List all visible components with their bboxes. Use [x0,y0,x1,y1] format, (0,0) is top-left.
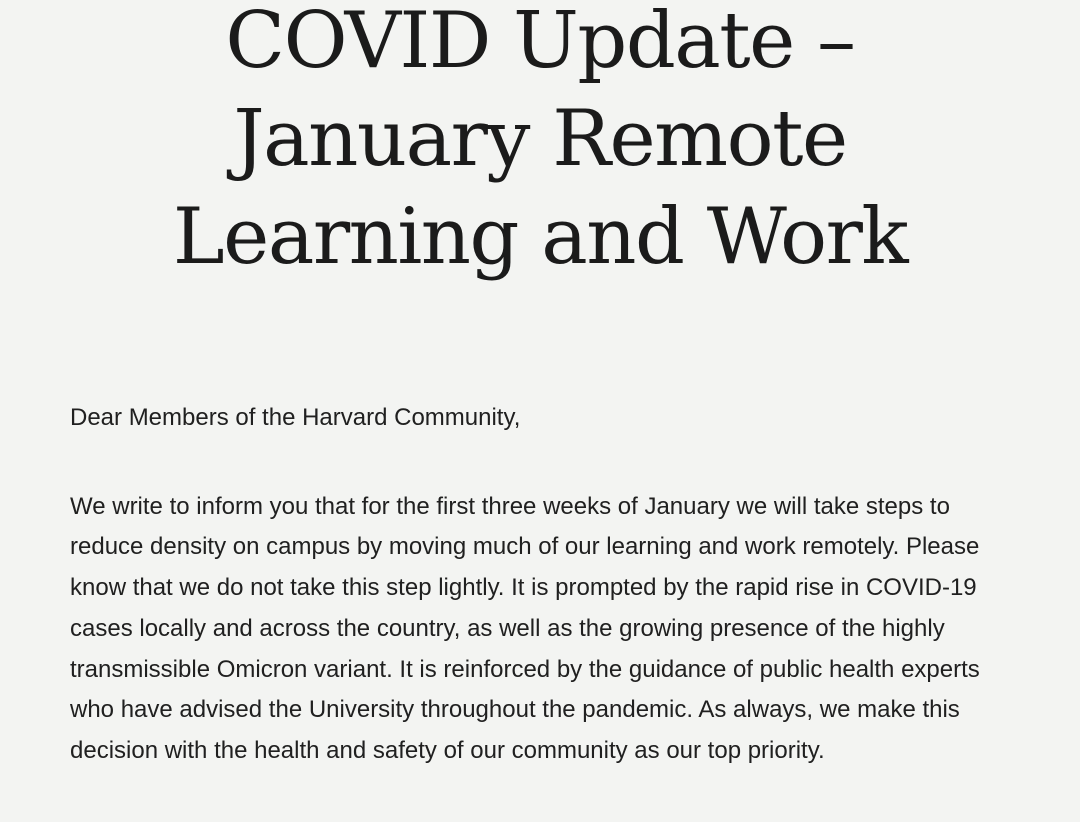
page-title-line-3: Learning and Work [172,192,908,282]
salutation: Dear Members of the Harvard Community, [70,404,521,431]
article-body [70,398,1020,772]
page-title [60,0,1020,286]
page-title-line-2: January Remote [233,94,847,184]
body-paragraph: We write to inform you that for the first three weeks of January we will take steps to reduce density on campus by moving much of our learning and work remotely. Please know that we do not take this step lightly. It is prompted by the rapid rise in COVID-19 cases locally and across the country, as well as the growing presence of the highly transmissible Omicron variant. It is reinforced by the guidance of public health experts who have advised the University throughout the pandemic. As always, we make this decision with the health and safety of our community as our top priority. [70,492,980,764]
page-title-line-1: COVID Update – [225,0,855,86]
